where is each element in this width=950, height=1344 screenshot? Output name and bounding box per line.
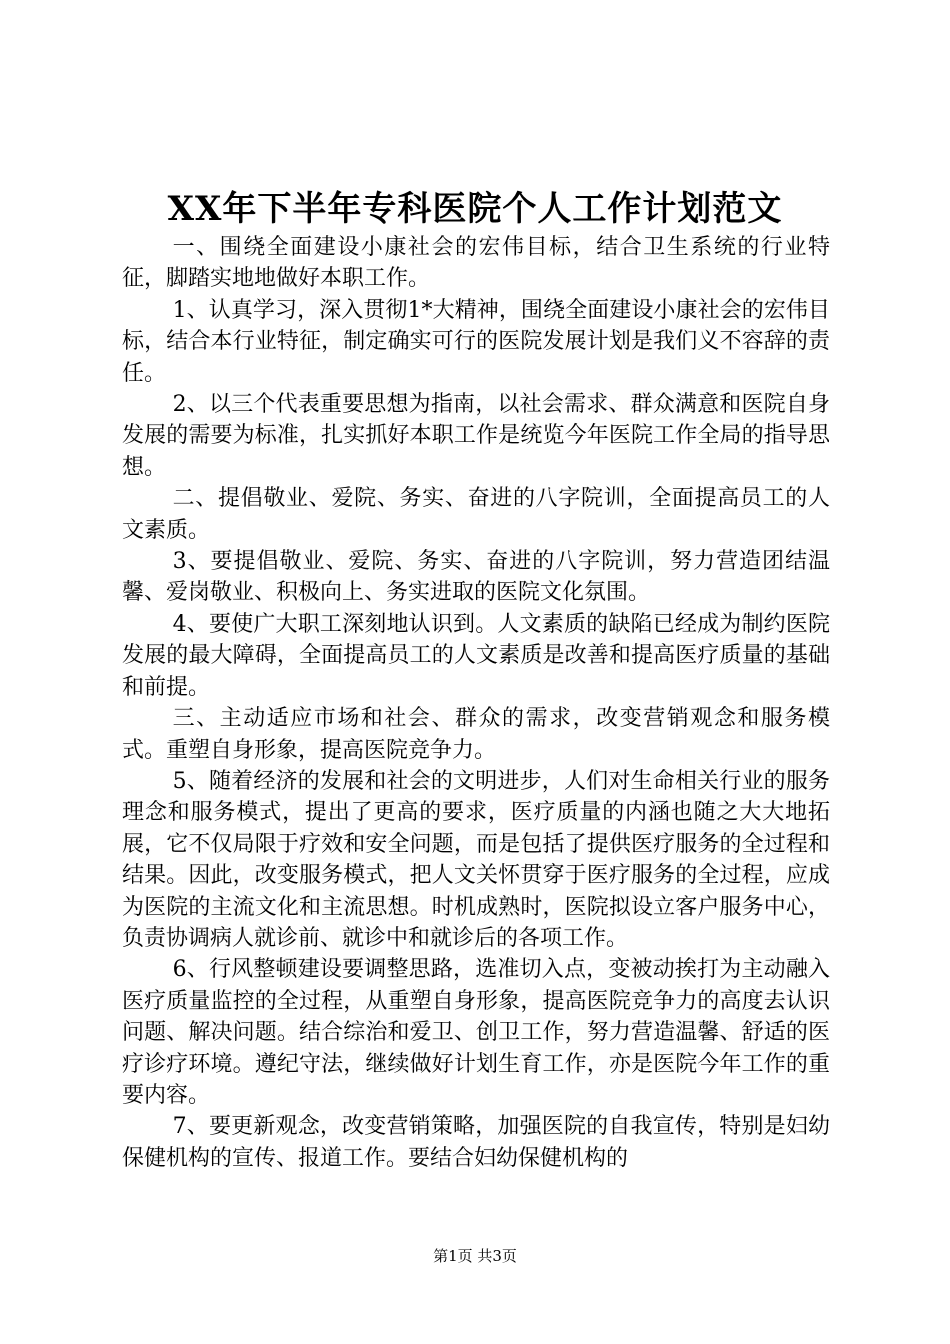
paragraph-section-3: 三、主动适应市场和社会、群众的需求，改变营销观念和服务模式。重塑自身形象，提高医院竞争力。 [122,706,830,763]
paragraph-section-1: 一、围绕全面建设小康社会的宏伟目标，结合卫生系统的行业特征，脚踏实地地做好本职工作。 [122,235,830,292]
paragraph-item-2: 2、以三个代表重要思想为指南，以社会需求、群众满意和医院自身发展的需要为标准，扎实抓好本职工作是统览今年医院工作全局的指导思想。 [122,392,830,480]
paragraph-section-2: 二、提倡敬业、爱院、务实、奋进的八字院训，全面提高员工的人文素质。 [122,486,830,543]
document-body [122,232,830,1174]
document-title: XX年下半年专科医院个人工作计划范文 [167,189,783,229]
paragraph-item-7: 7、要更新观念，改变营销策略，加强医院的自我宣传，特别是妇幼保健机构的宣传、报道工作。要结合妇幼保健机构的 [122,1114,830,1171]
paragraph-item-4: 4、要使广大职工深刻地认识到。人文素质的缺陷已经成为制约医院发展的最大障碍，全面提高员工的人文素质是改善和提高医疗质量的基础和前提。 [122,611,830,700]
paragraph-item-5: 5、随着经济的发展和社会的文明进步，人们对生命相关行业的服务理念和服务模式，提出了更高的要求，医疗质量的内涵也随之大大地拓展，它不仅局限于疗效和安全问题，而是包括了提供医疗服务的全过程和结果。因此，改变服务模式，把人文关怀贯穿于医疗服务的全过程，应成为医院的主流文化和主流思想。时机成熟时，医院拟设立客户服务中心，负责协调病人就诊前、就诊中和就诊后的各项工作。 [122,768,830,951]
paragraph-item-1: 1、认真学习，深入贯彻1*大精神，围绕全面建设小康社会的宏伟目标，结合本行业特征，制定确实可行的医院发展计划是我们义不容辞的责任。 [122,297,830,386]
paragraph-item-6: 6、行风整顿建设要调整思路，选准切入点，变被动挨打为主动融入医疗质量监控的全过程，从重塑自身形象，提高医院竞争力的高度去认识问题、解决问题。结合综治和爱卫、创卫工作，努力营造温馨、舒适的医疗诊疗环境。遵纪守法，继续做好计划生育工作，亦是医院今年工作的重要内容。 [122,957,830,1108]
page-number-footer: 第1页 共3页 [433,1247,517,1265]
paragraph-item-3: 3、要提倡敬业、爱院、务实、奋进的八字院训，努力营造团结温馨、爱岗敬业、积极向上、务实进取的医院文化氛围。 [122,549,830,606]
